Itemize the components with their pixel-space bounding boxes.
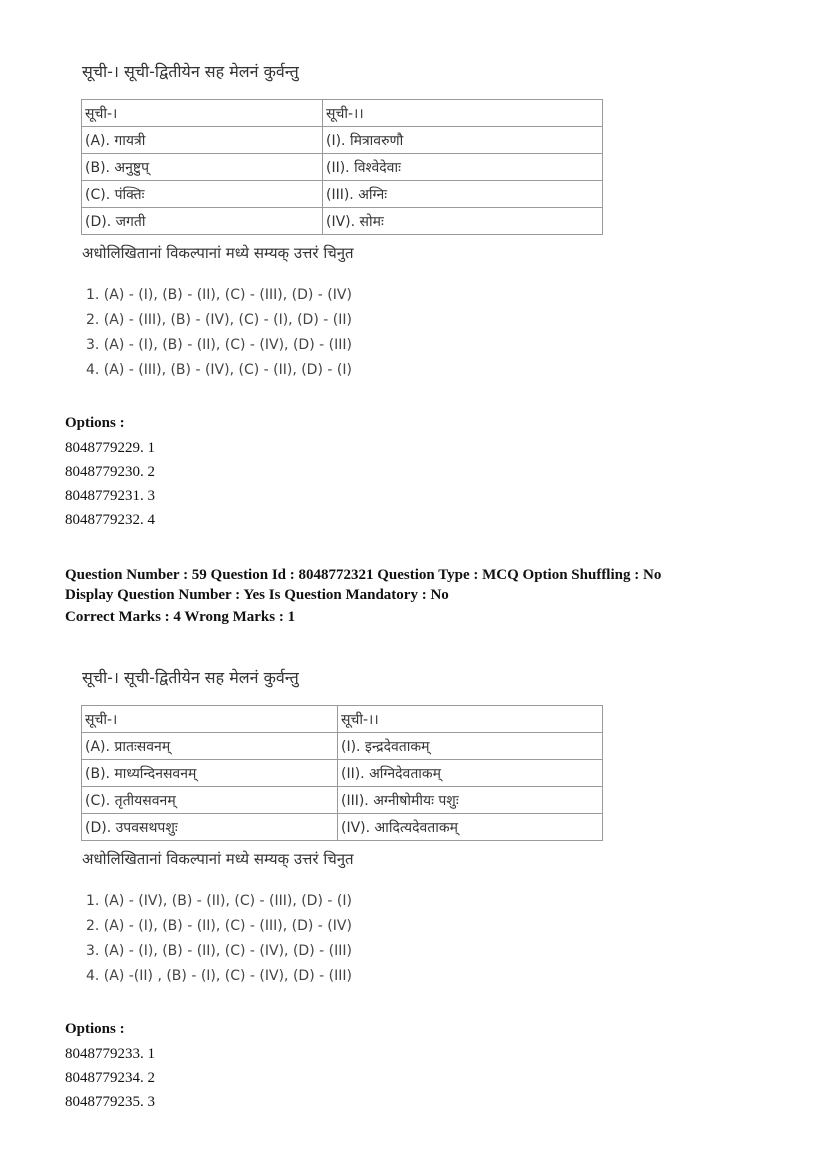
table-header-cell: सूची-।। [323, 100, 603, 127]
q59-instruction: अधोलिखितानां विकल्पानां मध्ये सम्यक् उत्तरं चिनुत [82, 850, 354, 868]
list-item: 2. (A) - (III), (B) - (IV), (C) - (I), (D) - (II) [86, 312, 352, 328]
table-cell: (A). प्रातःसवनम् [82, 733, 338, 760]
table-cell: (III). अग्निः [323, 181, 603, 208]
list-item: 4. (A) - (III), (B) - (IV), (C) - (II), (D) - (I) [86, 362, 352, 378]
q59-options-label: Options : [65, 1021, 125, 1037]
list-item: 1. (A) - (I), (B) - (II), (C) - (III), (D) - (IV) [86, 287, 352, 303]
table-row [82, 787, 603, 814]
table-row [82, 760, 603, 787]
table-row [82, 733, 603, 760]
table-cell: (C). पंक्तिः [82, 181, 323, 208]
question-meta-line: Question Number : 59 Question Id : 8048772321 Question Type : MCQ Option Shuffling : No [65, 567, 662, 583]
table-header-cell: सूची-।। [338, 706, 603, 733]
table-cell: (II). विश्वेदेवाः [323, 154, 603, 181]
q59-metadata [65, 565, 661, 627]
table-cell: (IV). सोमः [323, 208, 603, 235]
list-item: 4. (A) -(II) , (B) - (I), (C) - (IV), (D) - (III) [86, 968, 352, 984]
q59-heading: सूची-। सूची-द्वितीयेन सह मेलनं कुर्वन्तु [82, 668, 299, 687]
list-item: 3. (A) - (I), (B) - (II), (C) - (IV), (D) - (III) [86, 943, 352, 959]
table-cell: (C). तृतीयसवनम् [82, 787, 338, 814]
option-item: 8048779235. 3 [65, 1094, 155, 1110]
q58-options-label: Options : [65, 415, 125, 431]
table-row [82, 127, 603, 154]
q58-instruction: अधोलिखितानां विकल्पानां मध्ये सम्यक् उत्तरं चिनुत [82, 244, 354, 262]
table-header-row [82, 706, 603, 733]
table-cell: (B). माध्यन्दिनसवनम् [82, 760, 338, 787]
option-item: 8048779230. 2 [65, 464, 155, 480]
table-cell: (III). अग्नीषोमीयः पशुः [338, 787, 603, 814]
q59-options-list [65, 1042, 155, 1114]
option-item: 8048779229. 1 [65, 440, 155, 456]
option-item: 8048779233. 1 [65, 1046, 155, 1062]
question-meta-line: Display Question Number : Yes Is Question Mandatory : No [65, 587, 449, 603]
table-row [82, 181, 603, 208]
table-header-row [82, 100, 603, 127]
table-cell: (A). गायत्री [82, 127, 323, 154]
table-cell: (I). इन्द्रदेवताकम् [338, 733, 603, 760]
q59-match-table [81, 705, 603, 841]
list-item: 3. (A) - (I), (B) - (II), (C) - (IV), (D) - (III) [86, 337, 352, 353]
table-cell: (IV). आदित्यदेवताकम् [338, 814, 603, 841]
option-item: 8048779232. 4 [65, 512, 155, 528]
option-item: 8048779231. 3 [65, 488, 155, 504]
table-cell: (D). जगती [82, 208, 323, 235]
list-item: 1. (A) - (IV), (B) - (II), (C) - (III), (D) - (I) [86, 893, 352, 909]
table-cell: (I). मित्रावरुणौ [323, 127, 603, 154]
table-row [82, 208, 603, 235]
q58-match-table [81, 99, 603, 235]
q58-choice-list [86, 283, 352, 383]
table-cell: (D). उपवसथपशुः [82, 814, 338, 841]
q58-heading: सूची-। सूची-द्वितीयेन सह मेलनं कुर्वन्तु [82, 62, 299, 81]
table-row [82, 814, 603, 841]
list-item: 2. (A) - (I), (B) - (II), (C) - (III), (D) - (IV) [86, 918, 352, 934]
q58-options-list [65, 436, 155, 532]
option-item: 8048779234. 2 [65, 1070, 155, 1086]
table-cell: (II). अग्निदेवताकम् [338, 760, 603, 787]
table-row [82, 154, 603, 181]
table-header-cell: सूची-। [82, 706, 338, 733]
table-header-cell: सूची-। [82, 100, 323, 127]
marks-line: Correct Marks : 4 Wrong Marks : 1 [65, 609, 296, 625]
table-cell: (B). अनुष्टुप् [82, 154, 323, 181]
q59-choice-list [86, 889, 352, 989]
